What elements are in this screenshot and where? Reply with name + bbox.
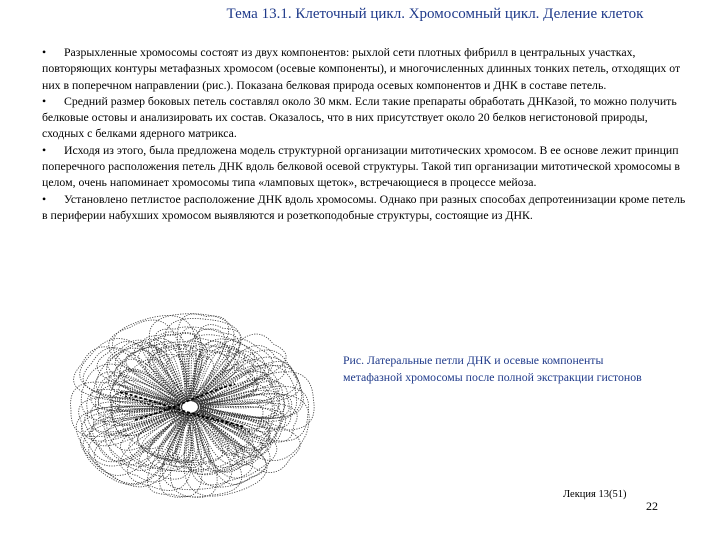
paragraph-3: [42, 142, 692, 191]
page-number: 22: [646, 499, 658, 513]
paragraph-text: Разрыхленные хромосомы состоят из двух компонентов: рыхлой сети плотных фибрилл в центральных участках, повторяющих контуры метафазных хромосом (осевые компоненты), и многочисленных длинных тонких петель, отходящих от них в поперечном направлении (рис.). Показана белковая природа осевых компонентов и ДНК в составе петель.: [42, 45, 681, 92]
paragraph-1: [42, 44, 692, 93]
slide-title: Тема 13.1. Клеточный цикл. Хромосомный цикл. Деление клеток: [226, 6, 644, 22]
paragraph-2: [42, 93, 692, 142]
paragraph-text: Исходя из этого, была предложена модель структурной организации митотических хромосом. В ее основе лежит принцип поперечного расположения петель ДНК вдоль белковой осевой структуры. Такой тип организации митотической хромосомы в целом, очень напоминает хромосомы типа «ламповых щеток», встречающиеся в процессе мейоза.: [42, 142, 680, 190]
paragraph-4: [42, 191, 692, 224]
body-text: [42, 44, 692, 223]
chromosome-loops-figure: [40, 292, 340, 522]
dna-loop: [82, 409, 183, 462]
dna-loop: [120, 345, 185, 403]
paragraph-text: Средний размер боковых петель составлял около 30 мкм. Если такие препараты обработать ДНКазой, то можно получить белковые остовы и анализировать их состав. Оказалось, что в них присутствует около 20 белков негистоновой природы, сходных с белками ядерного матрикса.: [42, 93, 677, 141]
bullet: •: [42, 93, 47, 108]
figure-caption: Рис. Латеральные петли ДНК и осевые компоненты метафазной хромосомы после полной экстракции гистонов: [343, 353, 642, 384]
lecture-label: Лекция 13(51): [563, 489, 627, 500]
dna-loops: [71, 314, 315, 498]
bullet: •: [42, 45, 47, 59]
dna-loop: [113, 316, 197, 402]
paragraph-text: Установлено петлистое расположение ДНК вдоль хромосомы. Однако при разных способах депротеинизации кроме петель в периферии набухших хромосом выявляются и розеткоподобные структуры, состоящие из ДНК.: [42, 191, 686, 222]
bullet: •: [42, 142, 47, 157]
bullet: •: [42, 191, 47, 206]
